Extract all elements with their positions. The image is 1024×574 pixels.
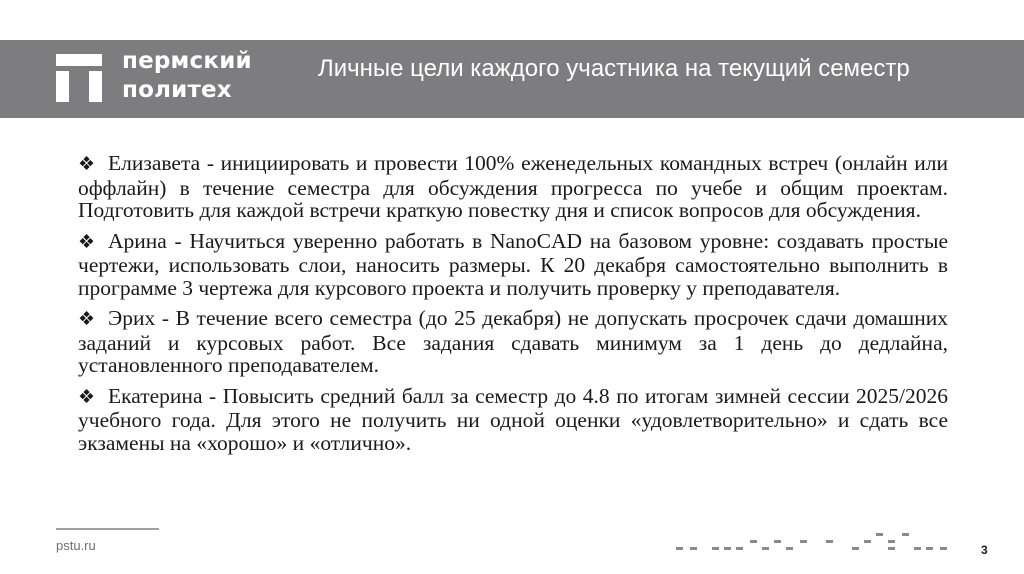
diamond-bullet-icon: ❖	[78, 309, 96, 330]
slide-title: Личные цели каждого участника на текущий семестр	[318, 55, 910, 82]
goal-text: Арина - Научиться уверенно работать в NanoCAD на базовом уровне: создавать простые чертежи, использовать слои, наносить размеры. К 20 декабря самостоятельно выполнить в программе 3 чертежа для курсового проекта и получить проверку у преподавателя.	[78, 228, 948, 300]
header-band	[0, 40, 1024, 118]
logo-line-1: пермский	[122, 48, 252, 74]
decorative-dashes-icon	[676, 530, 966, 556]
pstu-logo-icon	[56, 54, 102, 102]
goal-item	[78, 307, 948, 377]
diamond-bullet-icon: ❖	[78, 154, 96, 175]
footer-site-link: pstu.ru	[56, 538, 96, 553]
goal-text: Екатерина - Повысить средний балл за семестр до 4.8 по итогам зимней сессии 2025/2026 учебного года. Для этого не получить ни одной оценки «удовлетворительно» и сдать все экзамены на «хорошо» и «отлично».	[78, 383, 948, 455]
goal-item	[78, 230, 948, 300]
goal-item	[78, 385, 948, 455]
footer-divider	[56, 528, 159, 530]
goals-list	[78, 152, 948, 462]
logo-wordmark	[122, 47, 252, 105]
diamond-bullet-icon: ❖	[78, 231, 96, 253]
page-number: 3	[981, 543, 988, 557]
goal-text: Эрих - В течение всего семестра (до 25 декабря) не допускать просрочек сдачи домашних заданий и курсовых работ. Все задания сдавать минимум за 1 день до дедлайна, установленного преподавателем.	[78, 306, 948, 377]
diamond-bullet-icon: ❖	[78, 386, 96, 408]
goal-item	[78, 152, 948, 222]
logo-line-2: политех	[122, 77, 232, 103]
goal-text: Елизавета - инициировать и провести 100% еженедельных командных встреч (онлайн или оффлайн) в течение семестра для обсуждения прогресса по учебе и общим проектам. Подготовить для каждой встречи краткую повестку дня и список вопросов для обсуждения.	[78, 151, 948, 222]
